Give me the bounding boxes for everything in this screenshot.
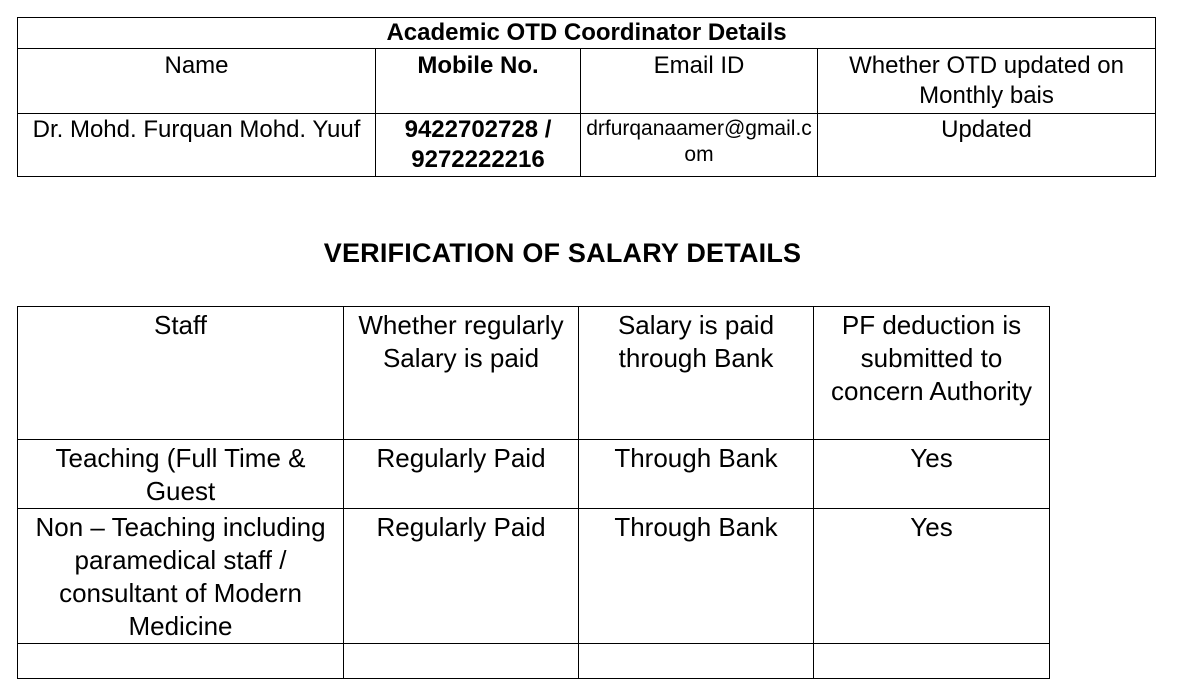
otd-coordinator-table [17, 17, 1156, 177]
coordinator-mobile: 9422702728 / 9272222216 [376, 114, 581, 177]
table-row [18, 509, 1050, 644]
salary-bank-value: Through Bank [579, 440, 814, 509]
salary-regular-value: Regularly Paid [344, 509, 579, 644]
header-email: Email ID [581, 49, 818, 114]
header-salary-bank: Salary is paid through Bank [579, 307, 814, 440]
table-row-empty [18, 644, 1050, 679]
header-mobile: Mobile No. [376, 49, 581, 114]
otd-status: Updated [818, 114, 1156, 177]
empty-cell [18, 644, 344, 679]
empty-cell [579, 644, 814, 679]
header-pf-deduction: PF deduction is submitted to concern Authority [814, 307, 1050, 440]
pf-deduction-value: Yes [814, 440, 1050, 509]
otd-table-title: Academic OTD Coordinator Details [18, 18, 1156, 49]
coordinator-name: Dr. Mohd. Furquan Mohd. Yuuf [18, 114, 376, 177]
salary-verification-table [17, 306, 1050, 679]
salary-regular-value: Regularly Paid [344, 440, 579, 509]
empty-cell [814, 644, 1050, 679]
staff-type: Teaching (Full Time & Guest [18, 440, 344, 509]
table-row [18, 440, 1050, 509]
salary-bank-value: Through Bank [579, 509, 814, 644]
header-otd-updated: Whether OTD updated on Monthly bais [818, 49, 1156, 114]
coordinator-email: drfurqanaamer@gmail.com [581, 114, 818, 177]
empty-cell [344, 644, 579, 679]
header-salary-regular: Whether regularly Salary is paid [344, 307, 579, 440]
pf-deduction-value: Yes [814, 509, 1050, 644]
header-staff: Staff [18, 307, 344, 440]
header-name: Name [18, 49, 376, 114]
staff-type: Non – Teaching including paramedical staff / consultant of Modern Medicine [18, 509, 344, 644]
salary-section-heading: VERIFICATION OF SALARY DETAILS [323, 238, 802, 268]
